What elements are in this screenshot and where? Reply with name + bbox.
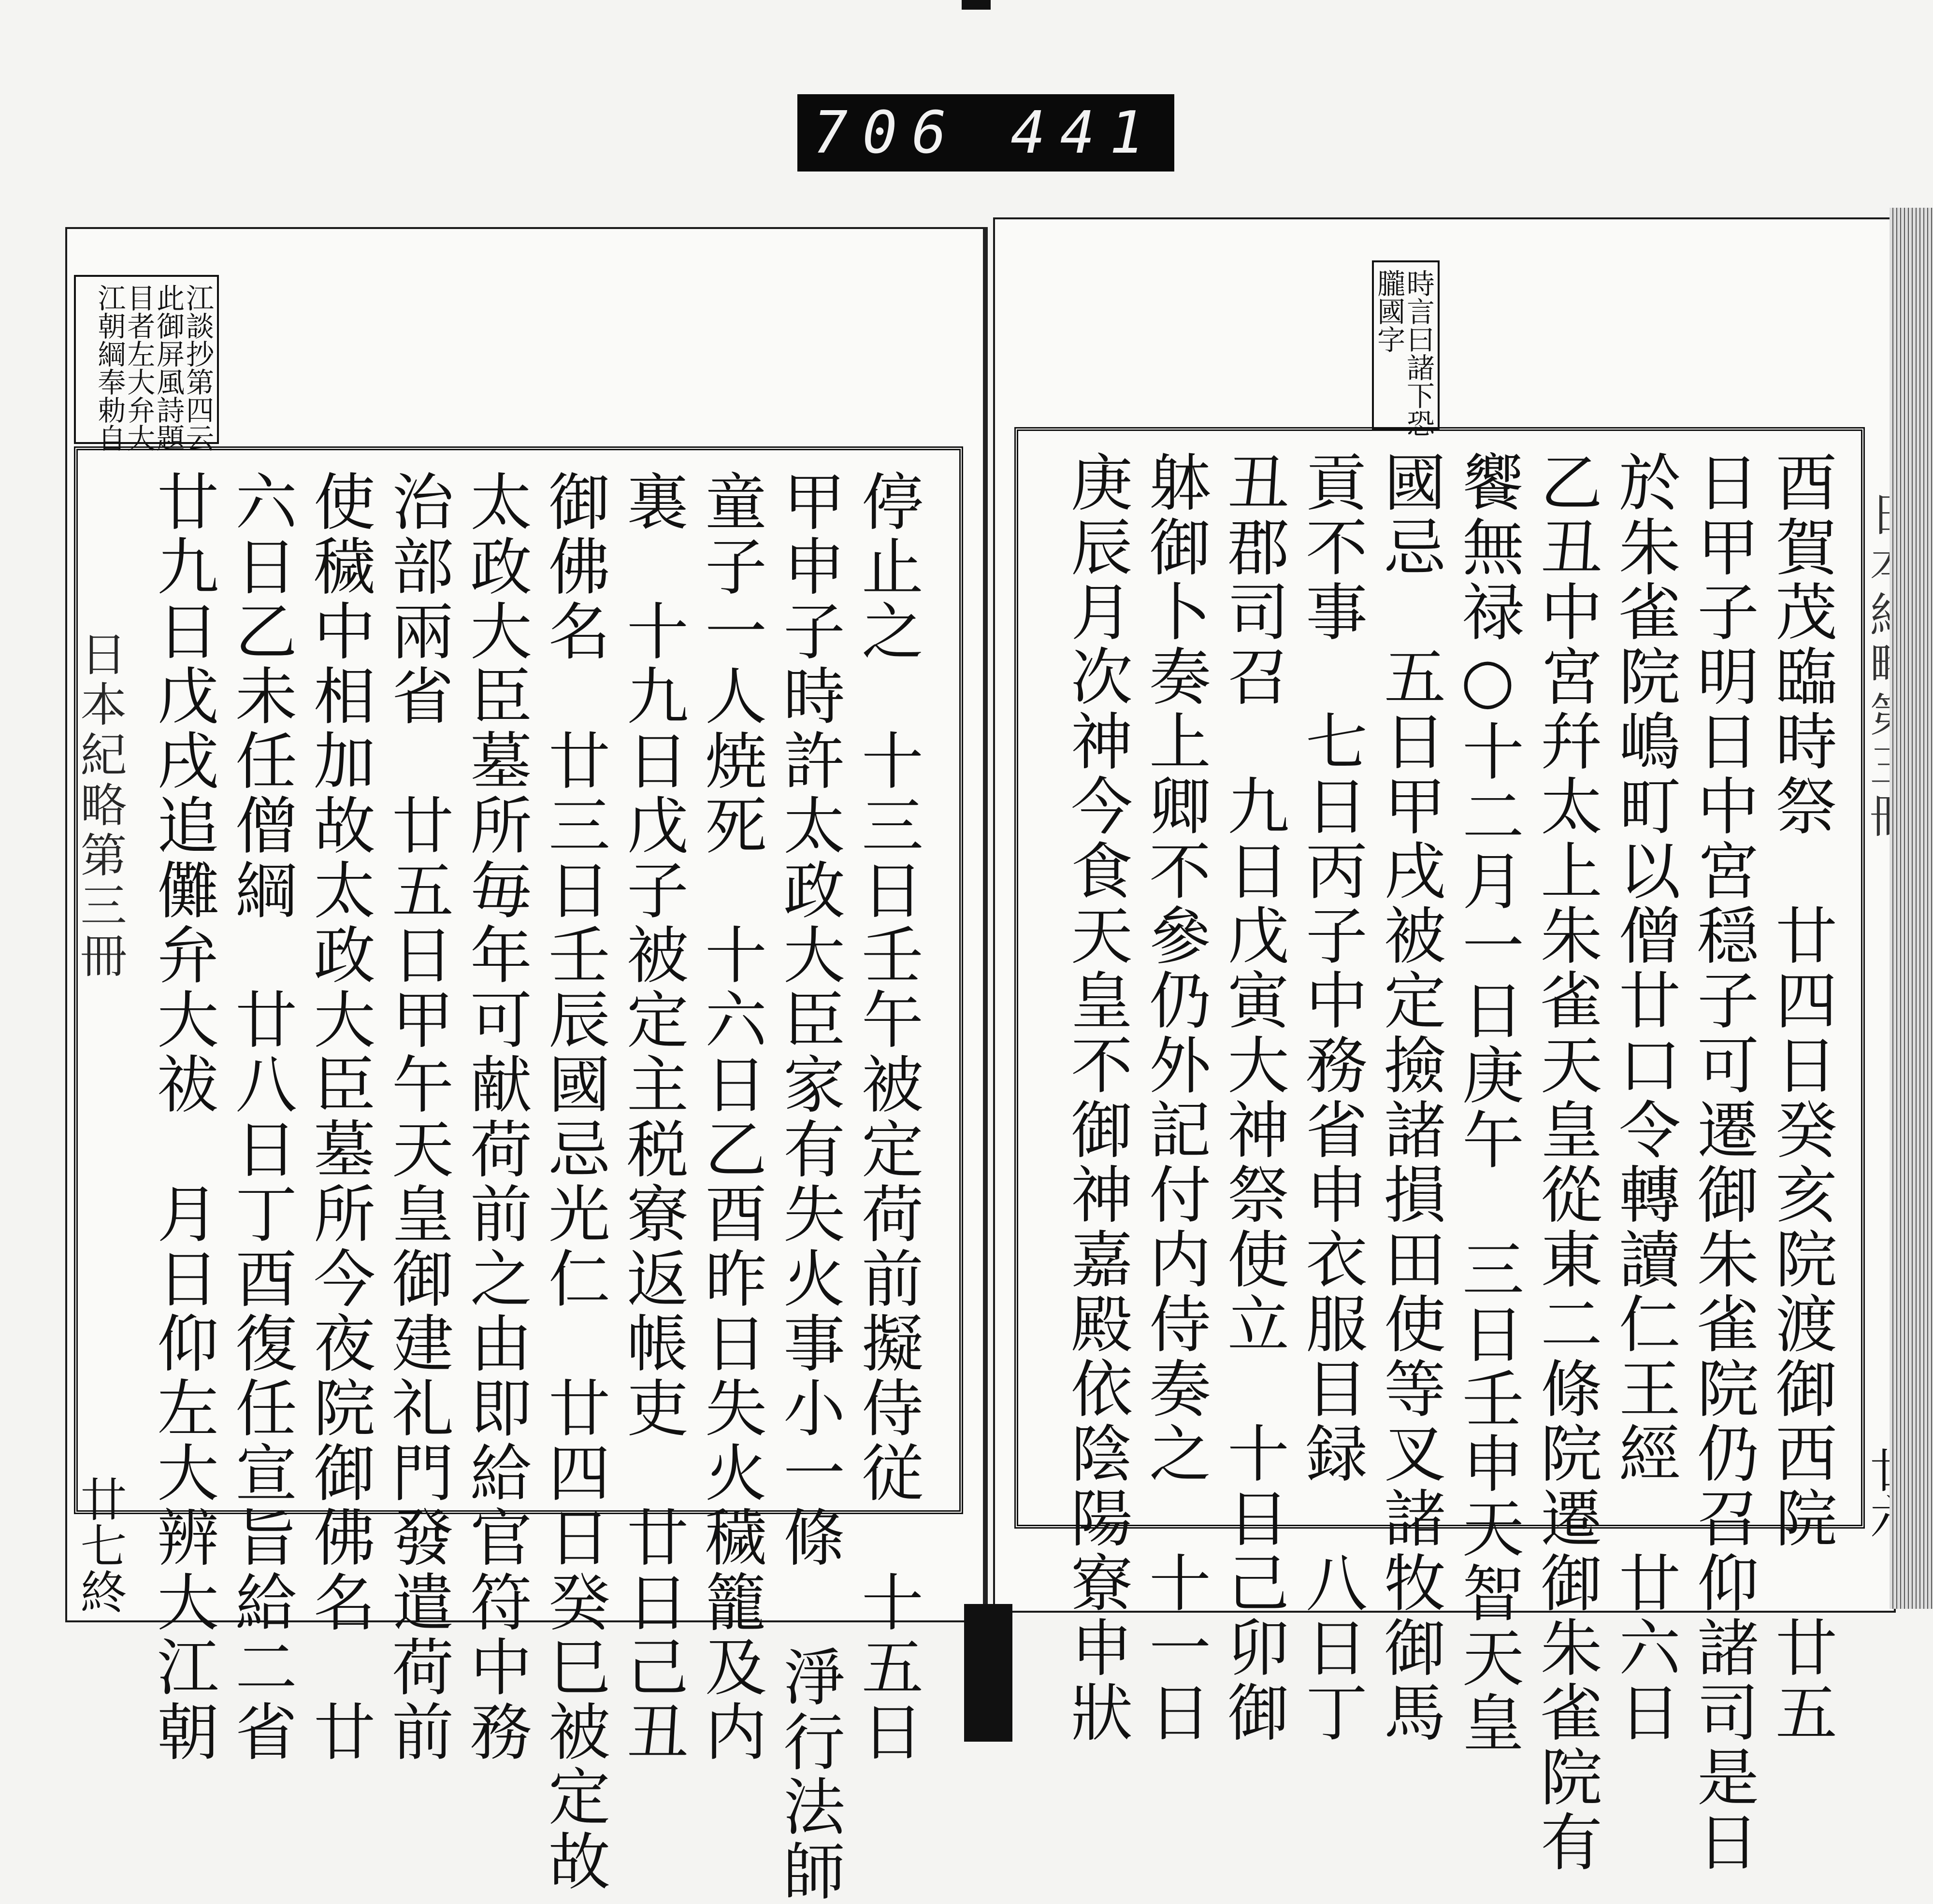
right-headnote: 時言曰諸下恐 朧國字 — [1372, 260, 1440, 429]
left-text-column: 廿九日戊戌追儺弁大祓 月日仰左大辨大江朝 — [146, 470, 218, 1764]
right-page — [993, 217, 1896, 1875]
right-text-column: 貢不事 七日丙子中務省申衣服目録 八日丁 — [1295, 450, 1367, 1745]
left-text-column: 裏 十九日戊子被定主税寮返帳吏 廿日己丑 — [616, 470, 688, 1764]
right-text-column: 於朱雀院嶋町以僧廿口令轉讀仁王經 廿六日 — [1608, 450, 1680, 1745]
left-headnote: 江談抄第四云 此御屏風詩題 目者左大弁大 江朝綱奉勅自 — [74, 275, 219, 444]
right-text-column: 躰御卜奏上卿不參仍外記付内侍奏之 十一日 — [1139, 450, 1211, 1745]
right-text-frame — [1014, 427, 1865, 1875]
binding-edge-bottom — [964, 1604, 1012, 1742]
left-text-column: 太政大臣墓所毎年可献荷前之由即給官符中務 — [460, 470, 532, 1764]
left-text-column: 御佛名 廿三日壬辰國忌光仁 廿四日癸巳被定故 — [538, 470, 610, 1894]
right-text-column: 酉賀茂臨時祭 廿四日癸亥院渡御西院 廿五 — [1765, 450, 1837, 1745]
left-text-column: 停止之 十三日壬午被定荷前擬侍従 十五日 — [851, 470, 923, 1764]
right-text-column: 饗無禄○十二月一日庚午 三日壬申天智天皇 — [1452, 450, 1524, 1755]
right-text-column: 乙丑中宮幷太上朱雀天皇從東二條院遷御朱雀院有 — [1530, 450, 1602, 1875]
left-folio-number: 廿七終 — [73, 1475, 127, 1615]
left-text-column: 治部兩省 廿五日甲午天皇御建礼門發遣荷前 — [381, 470, 453, 1764]
right-text-column: 丑郡司召 九日戊寅大神祭使立 十日己卯御 — [1217, 450, 1289, 1745]
right-text-column: 庚辰月次神今食天皇不御神嘉殿依陰陽寮申狀 — [1060, 450, 1132, 1745]
book-page-edges — [1890, 208, 1933, 1609]
left-margin-title: 日本紀略第三冊 — [73, 630, 127, 982]
binding-edge-top — [962, 0, 991, 10]
left-page — [65, 227, 988, 1904]
left-text-column: 使穢中相加故太政大臣墓所今夜院御佛名 廿 — [303, 470, 375, 1764]
left-text-column: 六日乙未任僧綱 廿八日丁酉復任宣旨給二省 — [225, 470, 297, 1764]
left-text-column: 甲申子時許太政大臣家有失火事小一條 淨行法師 — [773, 470, 845, 1904]
archive-number-label: 706 441 — [797, 94, 1174, 172]
left-text-column: 童子一人焼死 十六日乙酉昨日失火穢籠及内 — [694, 470, 766, 1764]
right-text-column: 日甲子明日中宮穏子可遷御朱雀院仍召仰諸司是日 — [1687, 450, 1759, 1875]
right-text-column: 國忌 五日甲戌被定撿諸損田使等叉諸牧御馬 — [1373, 450, 1445, 1745]
